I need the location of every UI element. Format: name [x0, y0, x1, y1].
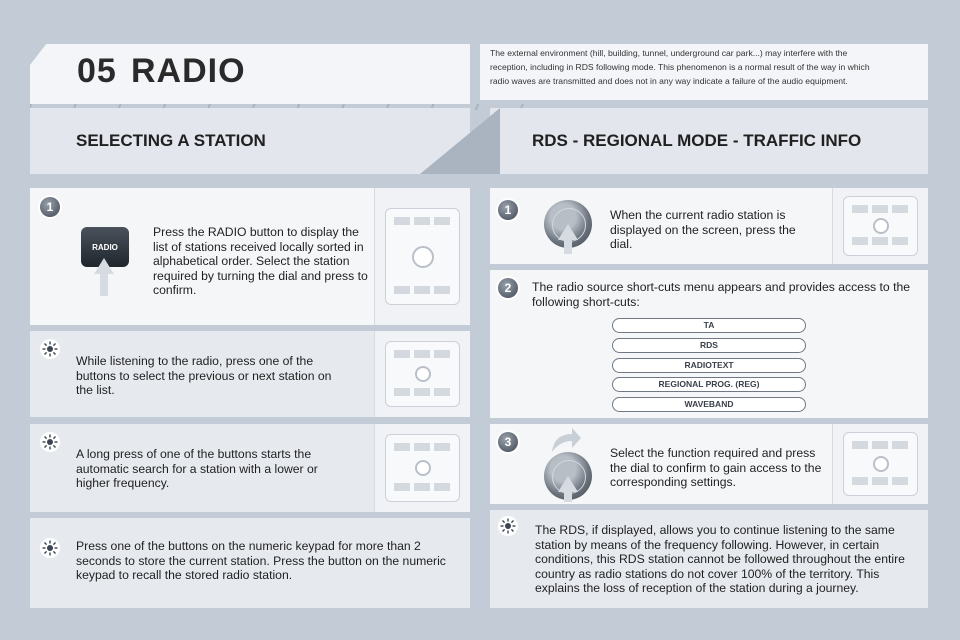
shortcut-regional-prog: REGIONAL PROG. (REG) [612, 377, 806, 392]
chapter-number: 05 [77, 52, 117, 90]
right-section-title: RDS - REGIONAL MODE - TRAFFIC INFO [532, 131, 862, 150]
left-section-title: SELECTING A STATION [76, 131, 266, 150]
tip-icon [40, 538, 60, 558]
right-step2-text: The radio source short-cuts menu appears and provides access to the following short-cuts: [532, 280, 911, 309]
shortcut-ta: TA [612, 318, 806, 333]
right-tip-text: The RDS, if displayed, allows you to continue listening to the same station by means of the frequency following. However, in certain conditions, this RDS station cannot be followed throughout the entire country as radio stations do not cover 100% of the territory. This explains the loss of reception of the station during a journey. [535, 523, 905, 595]
radio-seek-buttons-illustration [374, 331, 470, 417]
left-tip3-text: Press one of the buttons on the numeric keypad for more than 2 seconds to store the current station. Press the button on the numeric keypad to recall the stored radio station. [76, 539, 446, 582]
radio-button-illustration: RADIO [81, 227, 129, 267]
shortcut-radiotext: RADIOTEXT [612, 358, 806, 373]
step-badge: 1 [40, 197, 60, 217]
step-badge: 3 [498, 432, 518, 452]
right-step1-text: When the current radio station is displayed on the screen, press the dial. [610, 208, 796, 251]
left-tip2-text: A long press of one of the buttons starts the automatic search for a station with a lower or higher frequency. [76, 447, 318, 490]
radio-unit-illustration [832, 188, 928, 264]
shortcut-waveband: WAVEBAND [612, 397, 806, 412]
disclaimer-text: The external environment (hill, building, tunnel, underground car park...) may interfere with the reception, including in RDS following mode. This phenomenon is a normal result of the way in which radio waves are transmitted and does not in any way indicate a failure of the audio equipment. [490, 48, 870, 86]
tip-icon [498, 516, 518, 536]
tip-icon [40, 339, 60, 359]
right-step3-text: Select the function required and press the dial to confirm to gain access to the corresponding settings. [610, 446, 822, 489]
radio-unit-illustration [832, 424, 928, 504]
chapter-title: RADIO [131, 52, 246, 90]
radio-search-buttons-illustration [374, 424, 470, 512]
left-step1-text: Press the RADIO button to display the list of stations received locally sorted in alphabetical order. Select the station required by turning the dial and press to confirm. [153, 225, 368, 297]
step-badge: 1 [498, 200, 518, 220]
shortcut-rds: RDS [612, 338, 806, 353]
tip-icon [40, 432, 60, 452]
step-badge: 2 [498, 278, 518, 298]
press-arrow-icon [558, 476, 578, 502]
press-arrow-icon [94, 258, 114, 296]
radio-unit-illustration [374, 188, 470, 325]
press-arrow-icon [558, 224, 578, 254]
left-tip1-text: While listening to the radio, press one of the buttons to select the previous or next station on the list. [76, 354, 332, 397]
